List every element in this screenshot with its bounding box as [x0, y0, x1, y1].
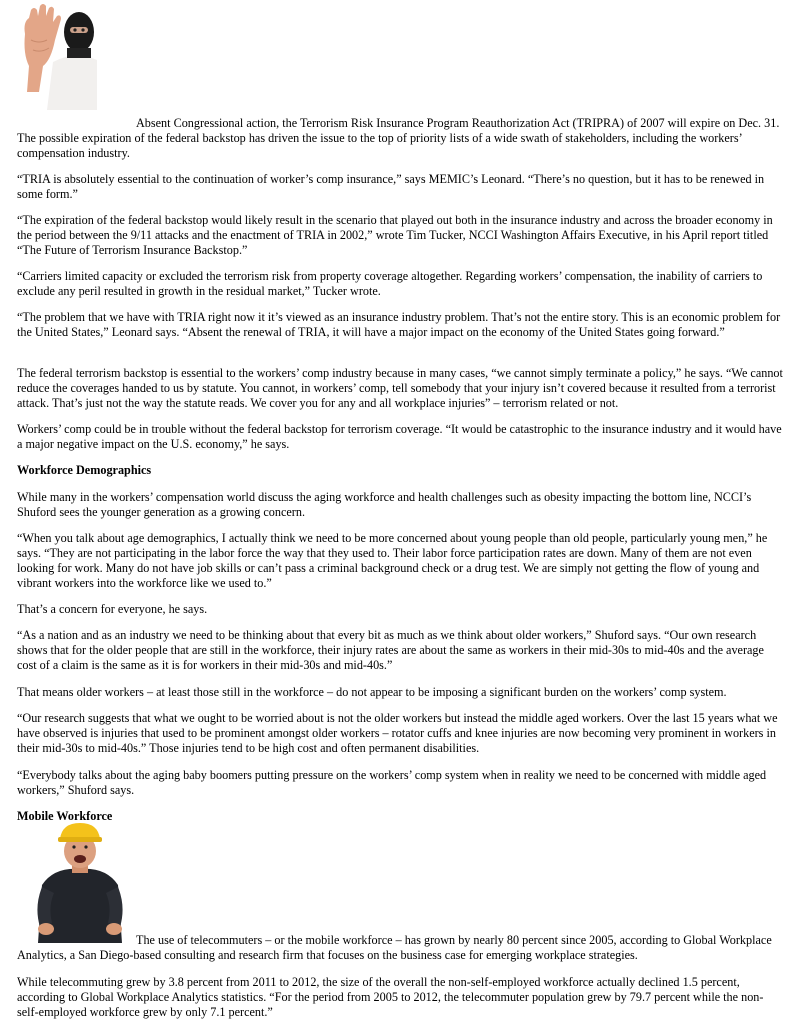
paragraph-young-people: “When you talk about age demographics, I actually think we need to be more concerned about young people than old people, particularly young men,” he says. “They are not participating in the labor force the way that they used to. Their labor force participation rates are down. Many of them are not even looking for work. Many do not have job skills or can’t pass a criminal background check or a drug test. We are simply not getting the flow of young and vibrant workers into the workforce like we used to.” [17, 531, 768, 590]
paragraph-federal-backstop: The federal terrorism backstop is essential to the workers’ comp industry because in many cases, “we cannot simply terminate a policy,” he says. “We cannot reduce the coverages handed to us by statute. You cannot, in workers’ comp, tell somebody that your injury isn’t covered because it resulted from a terrorist attack. That’s just not the way the statute reads. We cover you for any and all workplace injuries” – terrorism related or not. [17, 366, 783, 410]
paragraph-aging-workforce: While many in the workers’ compensation world discuss the aging workforce and health challenges such as obesity impacting the bottom line, NCCI’s Shuford sees the younger generation as a growing concern. [17, 490, 752, 519]
paragraph-text: Absent Congressional action, the Terrorism Risk Insurance Program Reauthorization Act (TRIPRA) of 2007 will expire on Dec. 31. The possible expiration of the federal backstop has driven the issue to the top of priority lists of a wide swath of stakeholders, including the workers’ compensation industry. [17, 116, 780, 160]
paragraph-text: The use of telecommuters – or the mobile workforce – has grown by nearly 80 percent since 2005, according to Global Workplace Analytics, a San Diego-based consulting and research firm that focuses on the business case for emerging workplace strategies. [17, 933, 772, 962]
paragraph-older-workers-burden: That means older workers – at least those still in the workforce – do not appear to be imposing a significant burden on the workers’ comp system. [17, 685, 727, 699]
paragraph-telecommuting-statistics: While telecommuting grew by 3.8 percent from 2011 to 2012, the size of the overall the non-self-employed workforce actually declined 1.5 percent, according to Global Workplace Analytics statistics. “For the period from 2005 to 2012, the telecommuter population grew by 79.7 percent while the non-self-employed workforce grew by only 7.1 percent.” [17, 975, 764, 1019]
paragraph-middle-aged-workers: “Our research suggests that what we ought to be worried about is not the older workers but instead the middle aged workers. Over the last 15 years what we have observed is injuries that used to be prominent amongst older workers – rotator cuffs and knee injuries are now becoming very prominent in workers in their mid-30s to mid-40s.” Those injuries tend to be high cost and often permanent disabilities. [17, 711, 778, 755]
paragraph-telecommuters-growth [17, 933, 785, 963]
paragraph-baby-boomers: “Everybody talks about the aging baby boomers putting pressure on the workers’ comp system when in reality we need to be concerned with middle aged workers,” Shuford says. [17, 768, 767, 797]
paragraph-tripra-expiration [17, 116, 785, 161]
paragraph-tucker-quote: “The expiration of the federal backstop would likely result in the scenario that played out both in the insurance industry and across the broader economy in the period between the 9/11 attacks and the enactment of TRIA in 2002,” wrote Tim Tucker, NCCI Washington Affairs Executive, in his April report titled “The Future of Terrorism Insurance Backstop.” [17, 213, 773, 257]
heading-workforce-demographics: Workforce Demographics [17, 463, 152, 477]
hard-hat-worker-image [34, 823, 126, 943]
ski-mask-stop-hand-image [17, 0, 97, 110]
paragraph-concern-everyone: That’s a concern for everyone, he says. [17, 602, 208, 616]
paragraph-carriers-capacity: “Carriers limited capacity or excluded the terrorism risk from property coverage altogether. Regarding workers’ compensation, the inability of carriers to exclude any peril resulted in growth in the residual market,” Tucker wrote. [17, 269, 763, 298]
paragraph-older-workers-research: “As a nation and as an industry we need to be thinking about that every bit as much as we think about older workers,” Shuford says. “Our own research shows that for the older people that are still in the workforce, their injury rates are about the same as workers in their mid-30s to mid-40s and the average cost of a claim is the same as it is for workers in their mid-30s and mid-40s.” [17, 628, 764, 672]
paragraph-catastrophic: Workers’ comp could be in trouble without the federal backstop for terrorism coverage. “It would be catastrophic to the insurance industry and it would have a major negative impact on the U.S. economy,” he says. [17, 422, 782, 451]
paragraph-leonard-quote: “TRIA is absolutely essential to the continuation of worker’s comp insurance,” says MEMIC’s Leonard. “There’s no question, but it has to be renewed in some form.” [17, 172, 765, 201]
heading-mobile-workforce: Mobile Workforce [17, 809, 113, 823]
paragraph-tria-problem: “The problem that we have with TRIA right now it it’s viewed as an insurance industry problem. That’s not the entire story. This is an economic problem for the United States,” Leonard says. “Absent the renewal of TRIA, it will have a major impact on the economy of the United States going forward.” [17, 310, 781, 339]
